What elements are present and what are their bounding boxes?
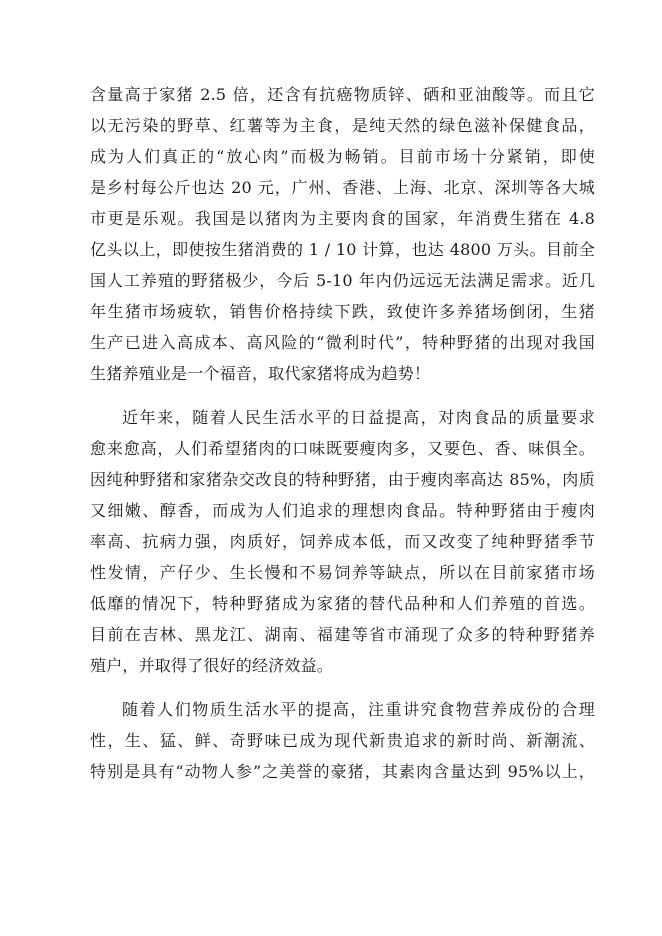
paragraph-3-line-2: 性，生、猛、鲜、奇野味已成为现代新贵追求的新时尚、新潮流、 (90, 731, 595, 750)
paragraph-1-line-3: 成为人们真正的“放心肉”而极为畅销。目前市场十分紧销，即使 (90, 147, 595, 166)
paragraph-1-line-1: 含量高于家猪 2.5 倍，还含有抗癌物质锌、硒和亚油酸等。而且它 (90, 85, 595, 104)
paragraph-2-line-7: 低靡的情况下，特种野猪成为家猪的替代品种和人们养殖的首选。 (90, 594, 595, 613)
paragraph-1-line-8: 年生猪市场疲软，销售价格持续下跌，致使许多养猪场倒闭，生猪 (90, 302, 595, 321)
paragraph-2-line-4: 又细嫩、醇香，而成为人们追求的理想肉食品。特种野猪由于瘦肉 (90, 501, 595, 520)
paragraph-2-line-6: 性发情，产仔少、生长慢和不易饲养等缺点，所以在目前家猪市场 (90, 563, 595, 582)
paragraph-2-line-3: 因纯种野猪和家猪杂交改良的特种野猪，由于瘦肉率高达 85%，肉质 (90, 470, 595, 489)
paragraph-2-line-2: 愈来愈高，人们希望猪肉的口味既要瘦肉多，又要色、香、味俱全。 (90, 439, 595, 458)
paragraph-2-line-5: 率高、抗病力强，肉质好，饲养成本低，而又改变了纯种野猪季节 (90, 532, 595, 551)
paragraph-1-line-5: 市更是乐观。我国是以猪肉为主要肉食的国家，年消费生猪在 4.8 (90, 209, 595, 228)
paragraph-2-line-1: 近年来，随着人民生活水平的日益提高，对肉食品的质量要求 (122, 408, 595, 427)
paragraph-1-line-7: 国人工养殖的野猪极少，今后 5-10 年内仍远远无法满足需求。近几 (90, 271, 595, 290)
paragraph-2-line-9: 殖户，并取得了很好的经济效益。 (90, 656, 334, 675)
paragraph-1-line-4: 是乡村每公斤也达 20 元，广州、香港、上海、北京、深圳等各大城 (90, 178, 595, 197)
paragraph-1-line-2: 以无污染的野草、红薯等为主食，是纯天然的绿色滋补保健食品， (90, 116, 595, 135)
paragraph-2-line-8: 目前在吉林、黑龙江、湖南、福建等省市涌现了众多的特种野猪养 (90, 625, 595, 644)
paragraph-1-line-9: 生产已进入高成本、高风险的“微利时代”，特种野猪的出现对我国 (90, 333, 595, 352)
paragraph-3-line-1: 随着人们物质生活水平的提高，注重讲究食物营养成份的合理 (122, 700, 595, 719)
paragraph-1-line-10: 生猪养殖业是一个福音，取代家猪将成为趋势！ (90, 364, 431, 383)
paragraph-1-line-6: 亿头以上，即使按生猪消费的 1 / 10 计算，也达 4800 万头。目前全 (90, 240, 595, 259)
paragraph-3-line-3: 特别是具有“动物人参”之美誉的豪猪，其素肉含量达到 95%以上， (90, 762, 595, 781)
